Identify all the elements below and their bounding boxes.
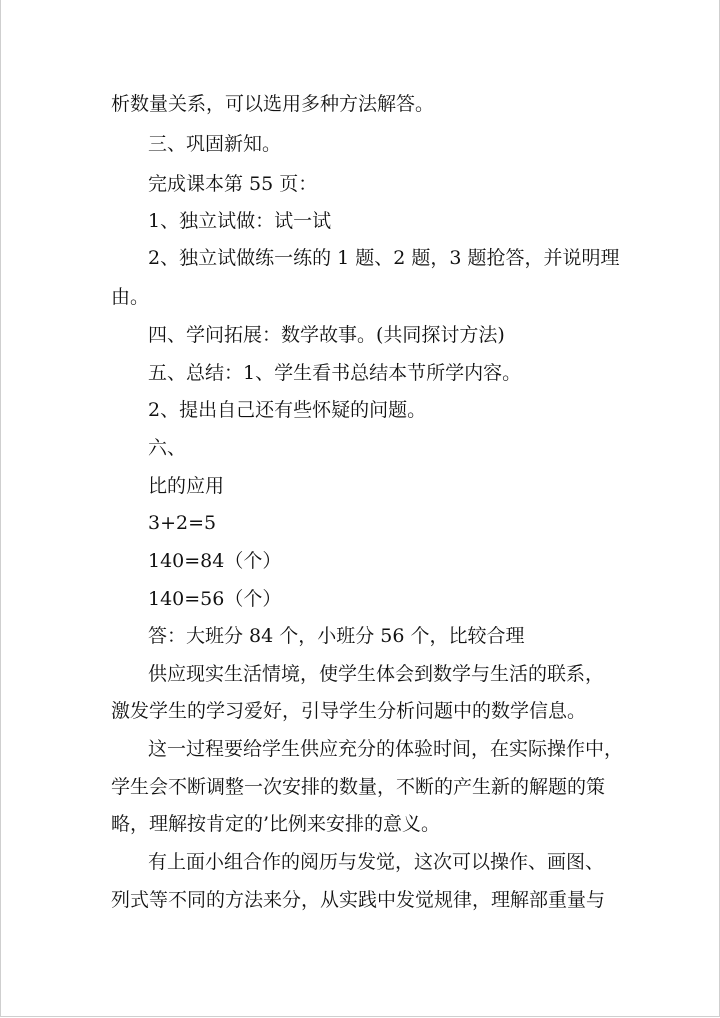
list-item: 2、提出自己还有些怀疑的问题。	[148, 399, 427, 421]
text-line: 这一过程要给学生供应充分的体验时间，在实际操作中，	[148, 738, 624, 760]
list-item: 2、独立试做练一练的 1 题、2 题，3 题抢答，并说明理	[148, 247, 620, 269]
text-line: 激发学生的学习爱好，引导学生分析问题中的数学信息。	[111, 700, 587, 722]
text-line: 供应现实生活情境，使学生体会到数学与生活的联系，	[148, 663, 605, 685]
text-line: 有上面小组合作的阅历与发觉，这次可以操作、画图、	[148, 851, 605, 873]
list-item: 1、独立试做：试一试	[148, 210, 332, 232]
text-line: 比的应用	[148, 475, 225, 497]
section-heading: 五、总结：1、学生看书总结本节所学内容。	[148, 362, 522, 384]
equation-line: 3+2=5	[148, 512, 217, 534]
section-heading: 四、学问拓展：数学故事。(共同探讨方法)	[148, 324, 505, 346]
text-line: 列式等不同的方法来分，从实践中发觉规律，理解部重量与	[111, 889, 606, 911]
text-line: 由。	[111, 286, 150, 308]
section-heading: 三、巩固新知。	[148, 133, 282, 155]
text-line: 完成课本第 55 页：	[148, 173, 318, 195]
equation-line: 140=84（个）	[148, 550, 282, 572]
answer-line: 答：大班分 84 个，小班分 56 个，比较合理	[148, 625, 525, 647]
equation-line: 140=56（个）	[148, 588, 282, 610]
text-line: 析数量关系，可以选用多种方法解答。	[111, 93, 435, 115]
section-heading: 六、	[148, 437, 187, 459]
text-line: 学生会不断调整一次安排的数量，不断的产生新的解题的策	[111, 776, 606, 798]
text-line: 略，理解按肯定的’比例来安排的意义。	[111, 813, 441, 835]
